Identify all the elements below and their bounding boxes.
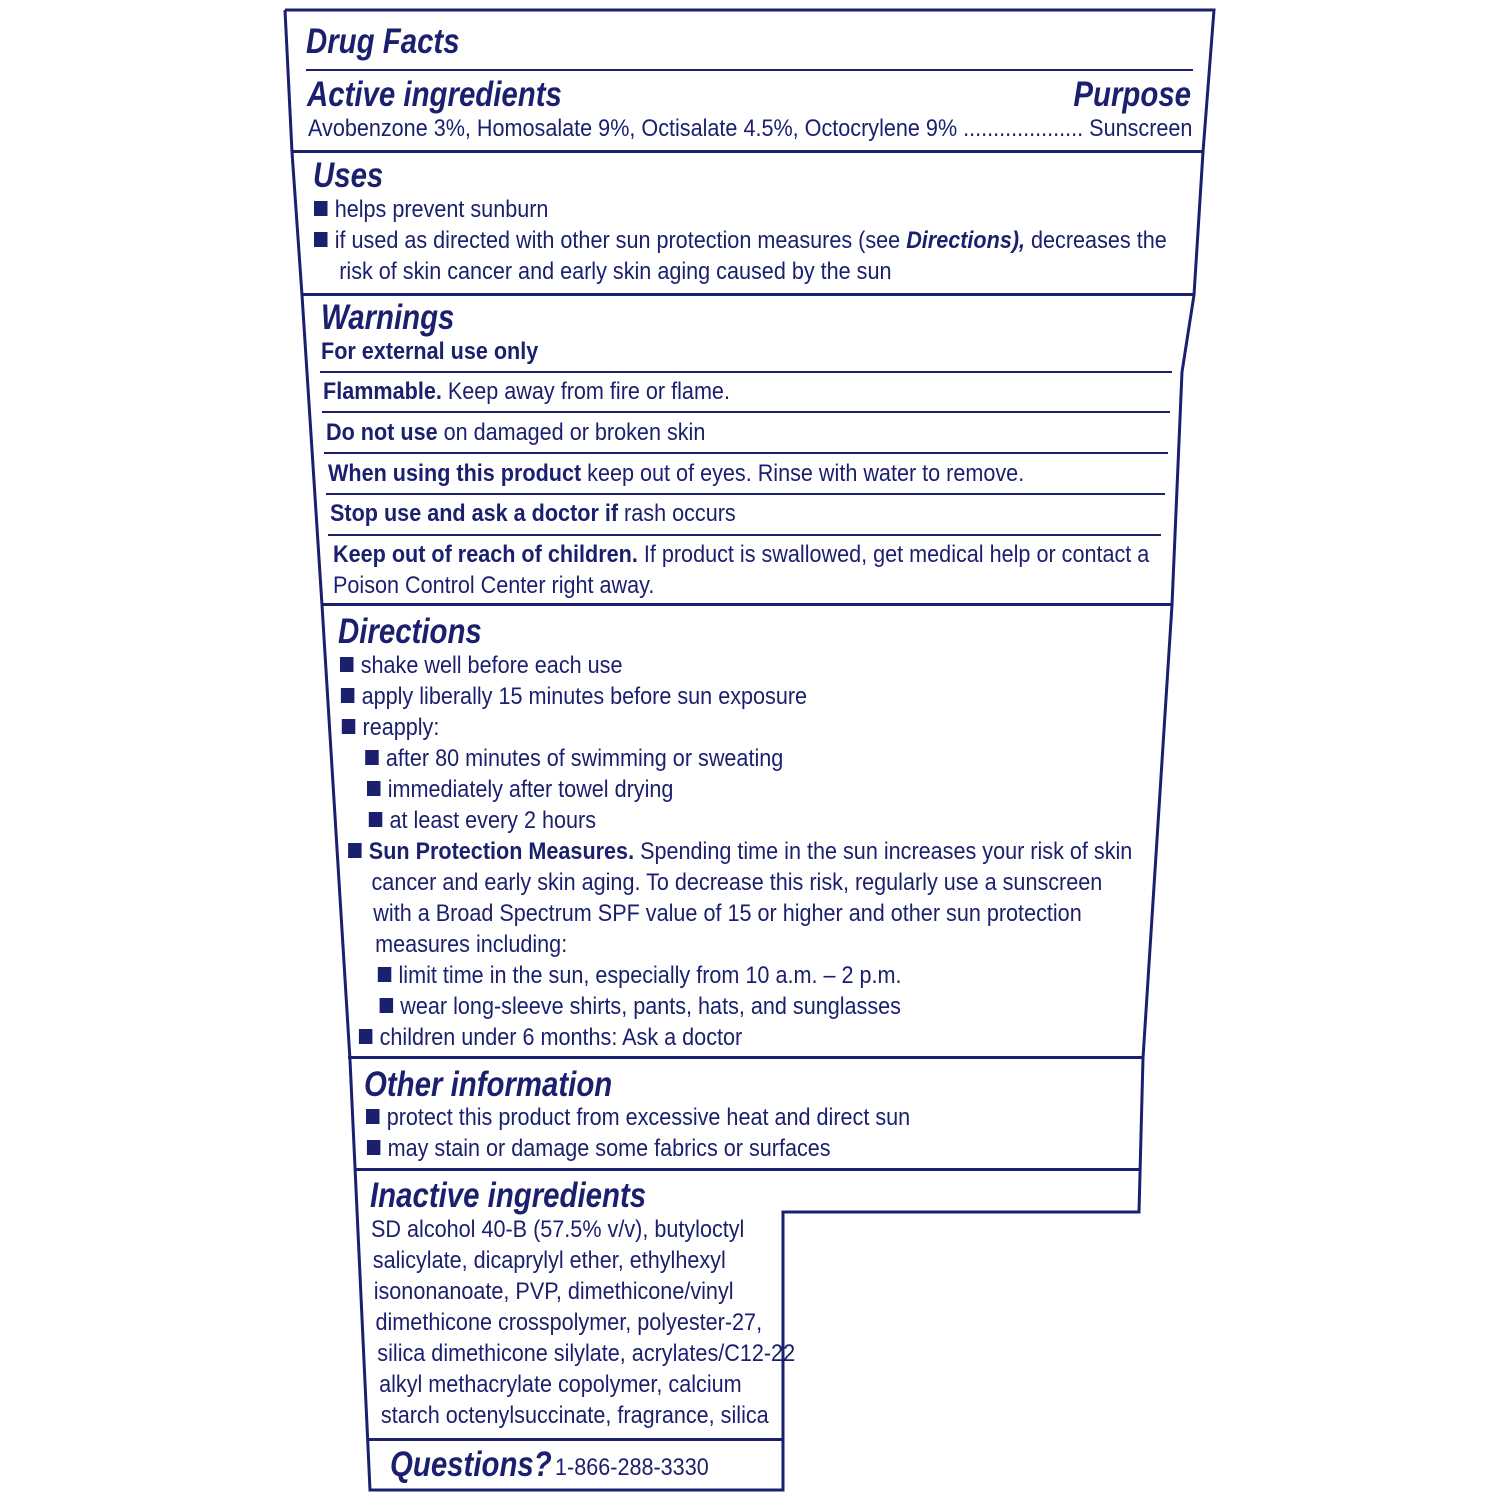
bullet-square-icon	[348, 843, 362, 858]
directions-item: reapply:	[340, 712, 1132, 743]
external-use-only: For external use only	[321, 338, 539, 365]
active-ingredients-heading: Active ingredients	[307, 75, 562, 114]
uses-item: helps prevent sunburn	[314, 194, 1167, 225]
bullet-square-icon	[367, 781, 381, 796]
section-rule-questions	[367, 1438, 783, 1441]
inactive-line: silica dimethicone silylate, acrylates/C12-22	[377, 1340, 796, 1367]
directions-item: children under 6 months: Ask a doctor	[340, 1022, 1132, 1053]
bullet-square-icon	[314, 201, 328, 216]
questions-phone: 1-866-288-3330	[555, 1454, 709, 1481]
other-information-heading: Other information	[364, 1065, 613, 1104]
warnings-heading: Warnings	[321, 298, 455, 337]
warning-when-using: When using this product keep out of eyes. Rinse with water to remove.	[328, 460, 1025, 487]
directions-item-continued: with a Broad Spectrum SPF value of 15 or higher and other sun protection	[373, 900, 1082, 927]
other-info-item: may stain or damage some fabrics or surfaces	[366, 1133, 910, 1164]
bullet-square-icon	[367, 1140, 381, 1155]
section-rule-other-info	[348, 1056, 1144, 1059]
bullet-square-icon	[378, 967, 392, 982]
bullet-square-icon	[366, 1109, 380, 1124]
inactive-line: dimethicone crosspolymer, polyester-27,	[375, 1309, 763, 1336]
bullet-square-icon	[365, 750, 379, 765]
inactive-ingredients-list	[371, 1214, 795, 1431]
section-rule-warnings	[302, 293, 1194, 296]
uses-item-continued: risk of skin cancer and early skin aging caused by the sun	[339, 258, 892, 285]
purpose-text: Sunscreen	[1089, 115, 1193, 142]
active-ingredients-list	[308, 113, 1192, 144]
bullet-square-icon	[341, 688, 355, 703]
directions-heading: Directions	[338, 612, 482, 651]
warning-divider	[328, 534, 1161, 536]
inactive-line: isononanoate, PVP, dimethicone/vinyl	[373, 1278, 734, 1305]
directions-item-continued: cancer and early skin aging. To decrease this risk, regularly use a sunscreen	[371, 869, 1103, 896]
directions-subitem: immediately after towel drying	[340, 774, 1132, 805]
uses-list	[314, 194, 1167, 287]
bullet-square-icon	[342, 719, 356, 734]
purpose-heading: Purpose	[1073, 75, 1191, 114]
uses-item: if used as directed with other sun protection measures (see Directions), decreases the	[314, 225, 1167, 256]
warning-stop-use: Stop use and ask a doctor if rash occurs	[330, 500, 736, 527]
directions-subitem: wear long-sleeve shirts, pants, hats, and sunglasses	[340, 991, 1132, 1022]
ingredients-dots: ....................	[963, 115, 1084, 142]
warning-divider	[324, 452, 1168, 454]
inactive-line: alkyl methacrylate copolymer, calcium	[379, 1371, 742, 1398]
directions-subitem: after 80 minutes of swimming or sweating	[340, 743, 1132, 774]
directions-item: apply liberally 15 minutes before sun exposure	[340, 681, 1132, 712]
questions-heading: Questions?	[390, 1445, 552, 1484]
warning-divider	[326, 493, 1165, 495]
warning-do-not-use: Do not use on damaged or broken skin	[326, 419, 706, 446]
directions-item-continued: measures including:	[375, 931, 568, 958]
inactive-line: SD alcohol 40-B (57.5% v/v), butyloctyl	[371, 1216, 745, 1243]
directions-subitem: at least every 2 hours	[340, 805, 1132, 836]
inactive-line: salicylate, dicaprylyl ether, ethylhexyl	[372, 1247, 726, 1274]
inactive-ingredients-heading: Inactive ingredients	[370, 1176, 647, 1215]
section-rule-uses	[292, 150, 1203, 153]
bullet-square-icon	[314, 232, 328, 247]
bullet-square-icon	[359, 1029, 373, 1044]
directions-item: shake well before each use	[340, 650, 1132, 681]
section-rule-inactive	[354, 1168, 1139, 1171]
title-rule	[306, 69, 1193, 71]
questions-row	[390, 1446, 583, 1484]
directions-item-sun-protection: Sun Protection Measures. Spending time in the sun increases your risk of skin	[340, 836, 1132, 867]
bullet-square-icon	[340, 657, 354, 672]
drug-facts-title: Drug Facts	[306, 22, 460, 61]
uses-heading: Uses	[313, 156, 384, 195]
warning-divider	[322, 411, 1170, 413]
warning-flammable: Flammable. Keep away from fire or flame.	[323, 378, 730, 405]
bullet-square-icon	[380, 998, 394, 1013]
directions-subitem: limit time in the sun, especially from 10 a.m. – 2 p.m.	[340, 960, 1132, 991]
directions-list	[340, 650, 1132, 1053]
warning-keep-out: Keep out of reach of children. If product is swallowed, get medical help or contact a Poison Control Center right away.	[333, 541, 1150, 599]
warning-divider	[320, 371, 1172, 373]
section-rule-directions	[322, 603, 1173, 606]
ingredients-text: Avobenzone 3%, Homosalate 9%, Octisalate 4.5%, Octocrylene 9%	[308, 115, 958, 142]
bullet-square-icon	[369, 812, 383, 827]
inactive-line: starch octenylsuccinate, fragrance, silica	[380, 1402, 769, 1429]
other-information-list	[366, 1102, 910, 1164]
other-info-item: protect this product from excessive heat and direct sun	[366, 1102, 910, 1133]
